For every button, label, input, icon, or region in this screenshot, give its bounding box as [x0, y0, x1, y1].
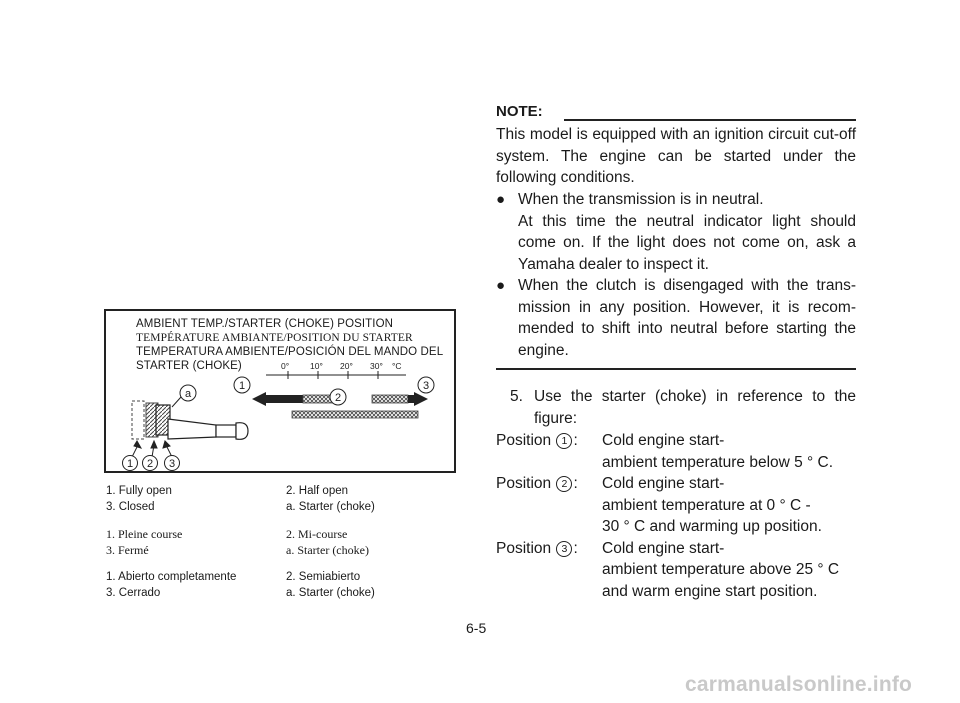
position-label: Position 1 : — [496, 432, 578, 449]
figure-title-es-1: TEMPERATURA AMBIENTE/POSICIÓN DEL MANDO DEL — [136, 346, 444, 358]
note-bullet-continuation — [496, 211, 856, 276]
caption-item: a. Starter (choke) — [286, 587, 375, 599]
position-1-arrowhead — [252, 392, 266, 406]
svg-text:1: 1 — [126, 458, 134, 470]
lever-shaft — [216, 425, 236, 437]
lever-marker-2 — [143, 456, 158, 471]
caption-row — [104, 526, 456, 542]
position-label: Position 3 : — [496, 539, 578, 557]
caption-item: a. Starter (choke) — [286, 501, 375, 513]
position-label: Position 2 : — [496, 475, 578, 492]
circled-number-2: 2 — [556, 476, 572, 492]
choke-position-figure — [104, 309, 456, 473]
svg-text:a: a — [184, 388, 192, 400]
lever-knob — [236, 423, 248, 440]
svg-text:3: 3 — [168, 458, 176, 470]
caption-row — [104, 542, 456, 558]
note-rule-top — [564, 119, 856, 121]
step-number: 5. — [510, 388, 523, 405]
caption-item: 2. Mi-course — [286, 527, 348, 541]
caption-row — [104, 483, 456, 499]
figure-title-fr: TEMPÉRATURE AMBIANTE/POSITION DU STARTER — [136, 332, 413, 344]
caption-row — [104, 585, 456, 601]
lever-marker-3 — [165, 456, 180, 471]
figure-title-en: AMBIENT TEMP./STARTER (CHOKE) POSITION — [136, 318, 394, 330]
caption-item: 3. Fermé — [106, 543, 149, 557]
bullet-dot-icon: ● — [496, 191, 506, 208]
caption-item: 3. Closed — [106, 501, 155, 513]
caption-item: 2. Half open — [286, 485, 349, 497]
bullet-text: When the transmission is in neutral. — [518, 191, 764, 208]
scale-unit-label: °C — [392, 361, 402, 371]
lever-marker-1 — [123, 456, 138, 471]
note-bullet — [496, 189, 856, 211]
position-marker-3 — [418, 377, 434, 393]
position-line: 30 ° C and warming up position. — [602, 518, 822, 535]
bullet-text: At this time the neutral indicator light should come on. If the light does not come on, ask a Yamaha dealer to inspect it. — [518, 212, 856, 273]
note-intro: This model is equipped with an ignition circuit cut-off system. The engine can be started under the following conditions. — [496, 126, 856, 186]
note-bullet — [496, 275, 856, 361]
lever-arrowhead-3 — [163, 441, 170, 448]
caption-item: 2. Semiabierto — [286, 571, 361, 583]
svg-text:2: 2 — [334, 392, 342, 404]
position-line: ambient temperature at 0 ° C - — [602, 496, 811, 514]
scale-tick-label-30: 30° — [370, 361, 383, 371]
page-number: 6-5 — [466, 620, 487, 636]
starter-lever-drawing — [132, 397, 248, 439]
svg-text:1: 1 — [238, 380, 246, 392]
lever-arrowhead-1 — [134, 441, 141, 448]
position-1-range — [252, 392, 343, 406]
captions-spanish — [104, 569, 456, 601]
caption-item: 1. Abierto completamente — [106, 571, 237, 583]
note-rule-bottom — [496, 368, 856, 370]
position-marker-1 — [234, 377, 250, 393]
position-line: Cold engine start- — [602, 432, 725, 449]
lever-callout-line — [172, 397, 181, 407]
svg-text:3: 3 — [422, 380, 430, 392]
scale-tick-label-10: 10° — [310, 361, 323, 371]
position-line: Cold engine start- — [602, 475, 725, 492]
caption-item: 1. Pleine course — [106, 527, 183, 541]
svg-text:2: 2 — [146, 458, 154, 470]
lever-body — [168, 419, 216, 439]
figure-title-es-2: STARTER (CHOKE) — [136, 360, 242, 372]
note-header — [496, 103, 856, 125]
position-2-entry — [496, 473, 876, 538]
caption-item: 3. Cerrado — [106, 587, 161, 599]
choke-diagram — [106, 311, 454, 471]
position-3-arrowhead — [414, 392, 428, 406]
position-line: ambient temperature below 5 ° C. — [602, 453, 834, 471]
caption-row — [104, 499, 456, 515]
position-1-entry — [496, 430, 876, 473]
captions-french — [104, 526, 456, 558]
position-line: and warm engine start position. — [602, 582, 818, 600]
step-text: Use the starter (choke) in reference to the figure: — [534, 388, 856, 427]
position-marker-2 — [330, 389, 346, 405]
lever-housing-closed — [132, 401, 144, 439]
scale-tick-label-0: 0° — [281, 361, 290, 371]
bullet-text: When the clutch is disengaged with the trans-mission in any position. However, it is recom-mended to shift into neutral before starting the engine. — [518, 277, 856, 359]
position-line: ambient temperature above 25 ° C — [602, 561, 840, 578]
note-label: NOTE: — [496, 103, 543, 120]
scale-tick-label-20: 20° — [340, 361, 353, 371]
position-line: Cold engine start- — [602, 539, 725, 557]
position-3-arrow-shaft — [408, 395, 414, 403]
lever-position-arrows — [132, 441, 172, 457]
circled-number-3: 3 — [556, 541, 572, 557]
callout-a — [180, 385, 196, 401]
position-3-entry — [496, 538, 876, 603]
position-3-range — [372, 392, 428, 406]
bullet-dot-icon: ● — [496, 277, 506, 294]
position-3-hatched-bar — [372, 395, 408, 403]
position-1-arrow-shaft — [265, 395, 303, 403]
circled-number-1: 1 — [556, 433, 572, 449]
captions-english — [104, 483, 456, 515]
step-5 — [510, 386, 856, 429]
caption-row — [104, 569, 456, 585]
lever-arrowhead-2 — [151, 441, 157, 448]
watermark: carmanualsonline.info — [685, 673, 913, 696]
position-2-range — [292, 411, 418, 418]
caption-item: 1. Fully open — [106, 485, 172, 497]
caption-item: a. Starter (choke) — [286, 543, 369, 557]
